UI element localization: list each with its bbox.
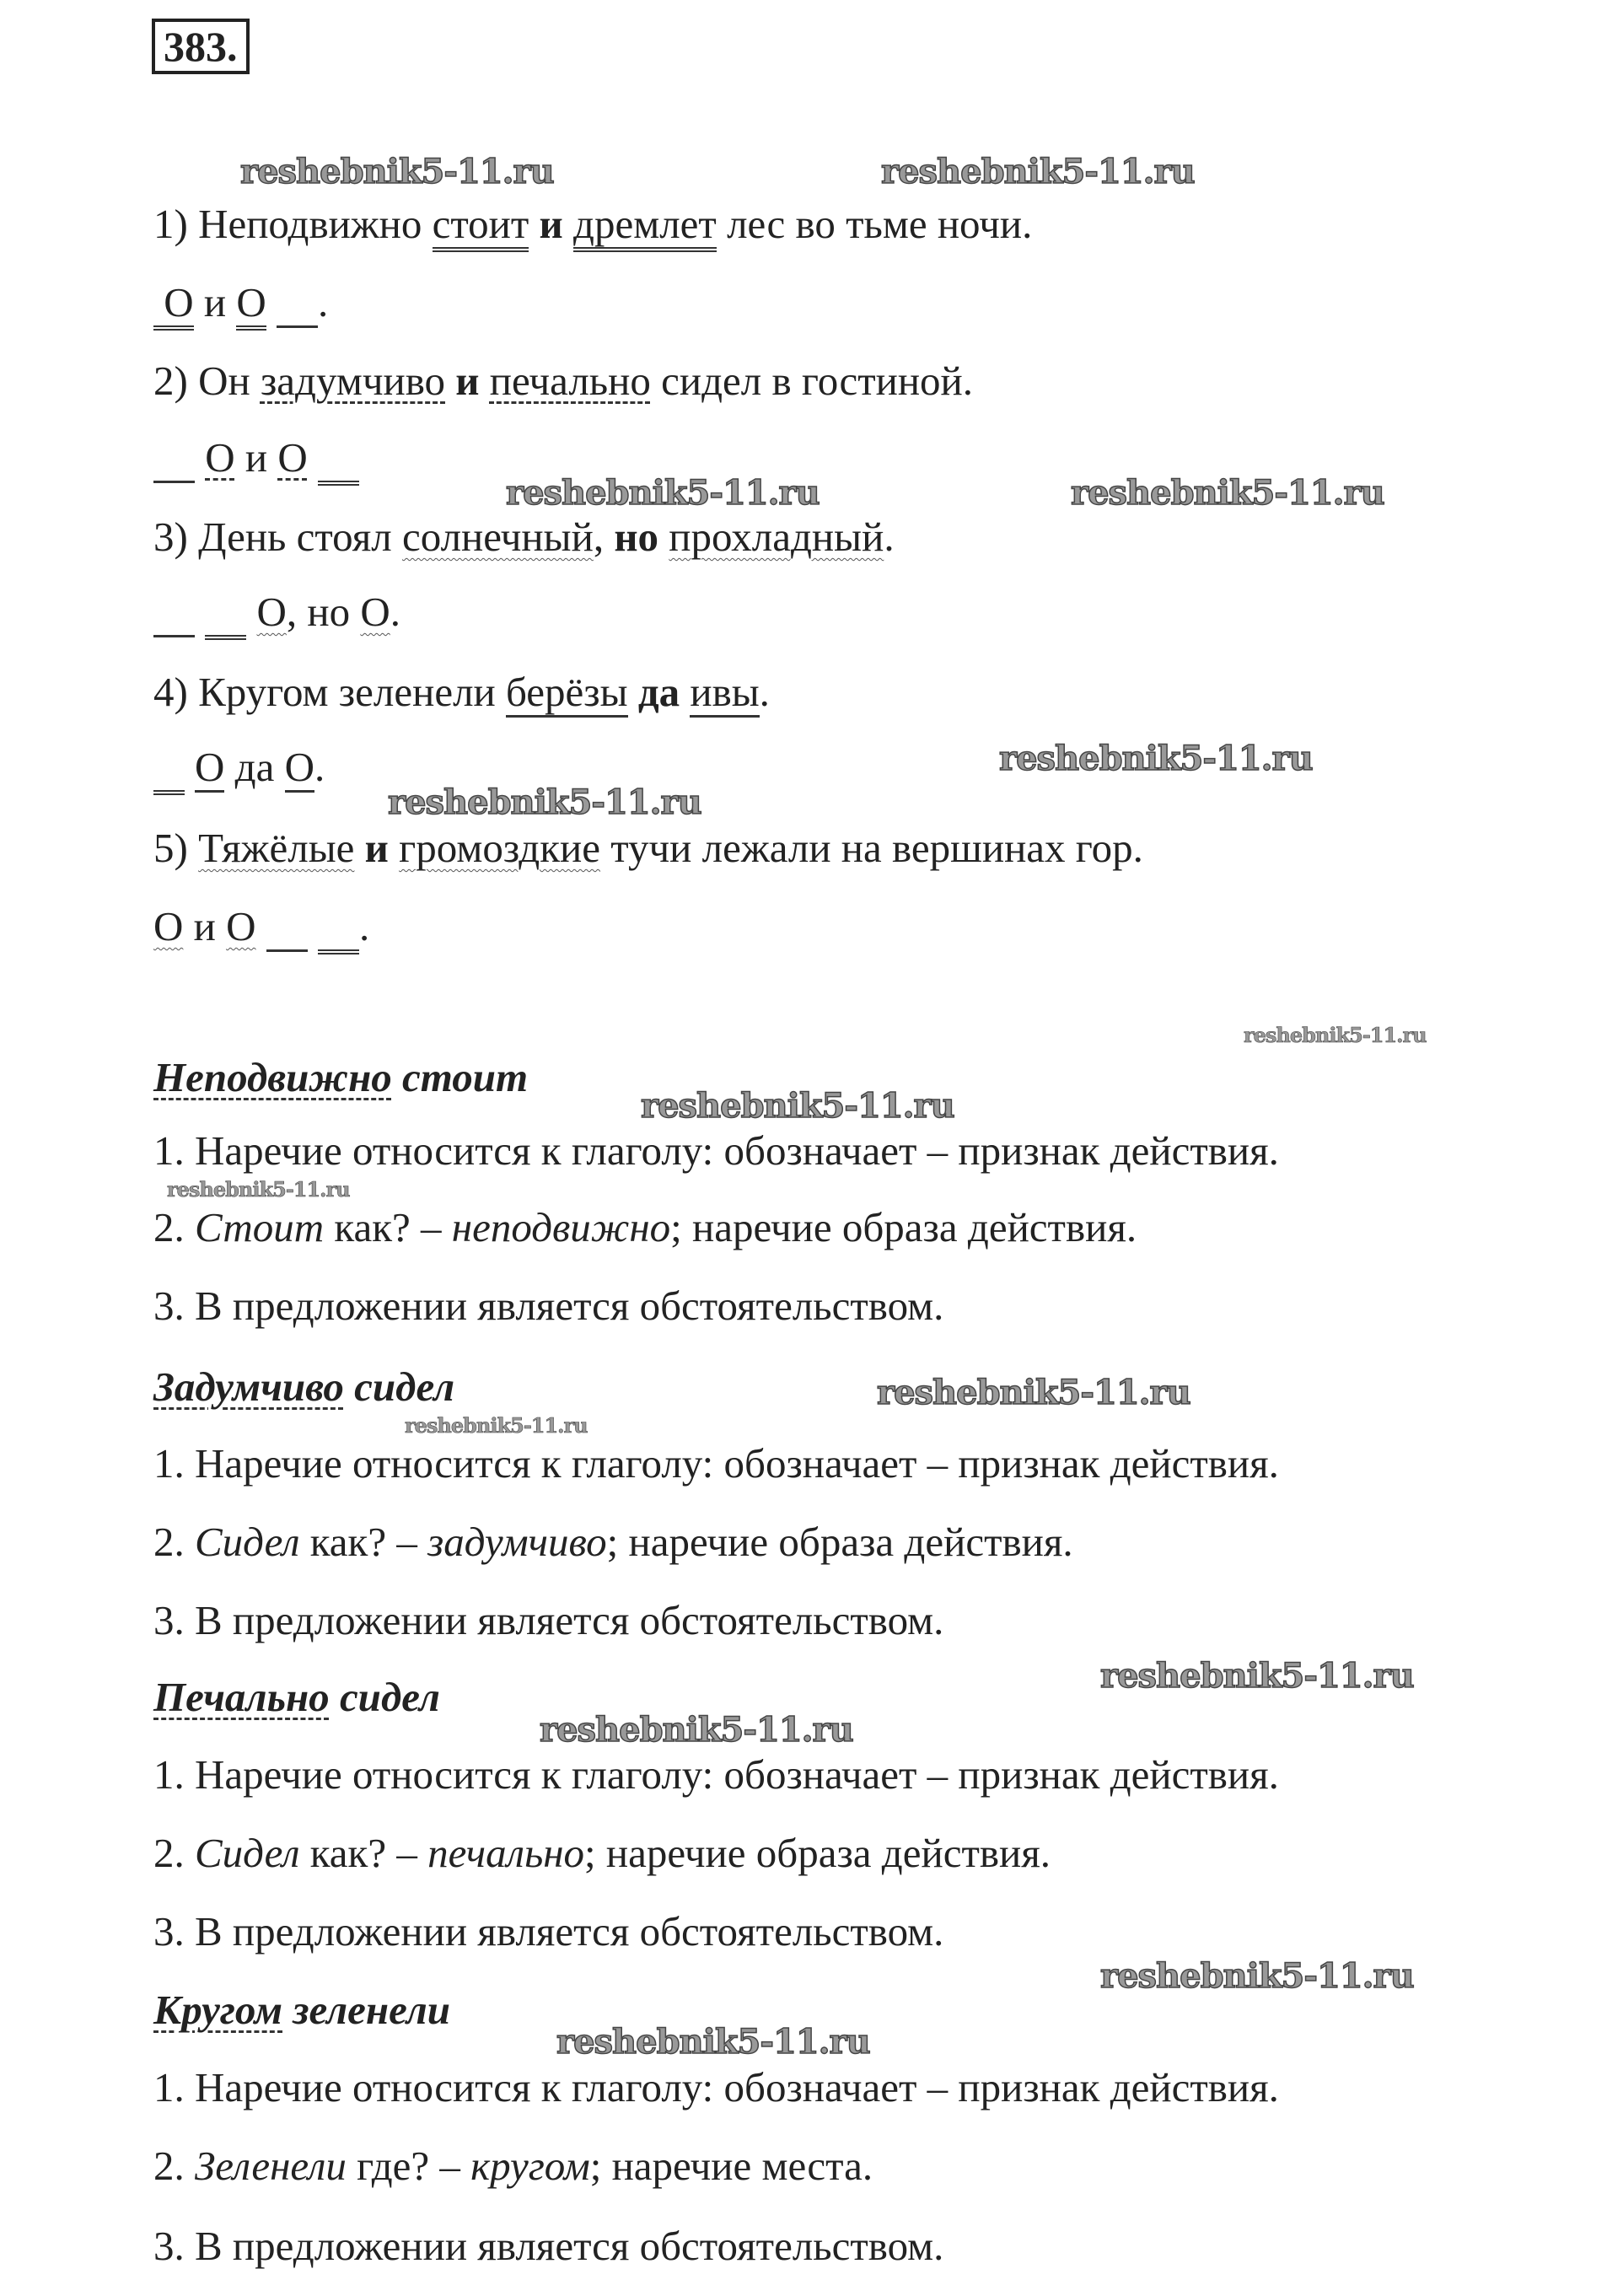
text-segment: ; наречие образа действия. (584, 1830, 1051, 1876)
text-segment: и (183, 903, 227, 949)
text-segment: 3. В предложении является обстоятельством. (153, 1597, 944, 1643)
watermark: reshebnik5-11.ru (877, 1373, 1190, 1412)
text-segment: . (759, 669, 770, 715)
text-line (153, 587, 400, 637)
watermark: reshebnik5-11.ru (1071, 473, 1384, 513)
underlined-word: О (277, 434, 308, 481)
text-line (153, 823, 1143, 874)
underlined-word: О (153, 279, 194, 331)
analysis-heading (153, 1052, 528, 1103)
underlined-word: громоздкие (399, 825, 601, 871)
text-segment: . (884, 514, 895, 560)
watermark: reshebnik5-11.ru (167, 1177, 350, 1202)
underlined-word: О (153, 903, 184, 949)
text-segment (185, 744, 195, 790)
text-segment: неподвижно (451, 1204, 671, 1250)
text-segment: . (390, 589, 401, 635)
text-segment: 4) Кругом зеленели (153, 669, 507, 715)
underlined-word: дремлет (573, 201, 717, 252)
text-segment: ; наречие места. (589, 2143, 873, 2189)
underlined-word: Печально (153, 1674, 330, 1720)
text-segment (266, 279, 277, 325)
text-segment: и (364, 825, 389, 871)
watermark: reshebnik5-11.ru (240, 152, 554, 191)
text-segment: как? – (324, 1204, 452, 1250)
underlined-word: О (236, 279, 266, 331)
text-segment: . (359, 903, 370, 949)
text-segment: 2. (153, 1519, 195, 1565)
text-line (153, 356, 973, 406)
text-segment: где? – (346, 2143, 471, 2189)
analysis-heading (153, 1672, 440, 1723)
watermark: reshebnik5-11.ru (1100, 1656, 1414, 1696)
underlined-word: берёзы (506, 669, 628, 718)
text-segment: сидел (329, 1674, 440, 1720)
underlined-word: О (256, 589, 287, 635)
underlined-word (153, 434, 195, 483)
text-segment: да (637, 669, 680, 715)
text-segment (354, 825, 364, 871)
underlined-word: Неподвижно (153, 1054, 392, 1100)
exercise-number: 383. (152, 19, 250, 74)
text-segment: да (224, 744, 285, 790)
text-segment (195, 434, 205, 481)
analysis-heading (153, 1362, 454, 1412)
watermark: reshebnik5-11.ru (506, 473, 820, 513)
text-segment (680, 669, 690, 715)
watermark: reshebnik5-11.ru (540, 1710, 853, 1750)
text-segment: , но (286, 589, 361, 635)
text-segment: 1) Неподвижно (153, 201, 433, 247)
text-segment: как? – (299, 1519, 428, 1565)
text-line (153, 1438, 1279, 1489)
text-segment: как? – (299, 1830, 428, 1876)
underlined-word: солнечный (401, 514, 594, 560)
text-segment (246, 589, 256, 635)
text-segment: кругом (470, 2143, 590, 2189)
watermark: reshebnik5-11.ru (641, 1086, 954, 1126)
watermark: reshebnik5-11.ru (556, 2022, 870, 2062)
text-segment: и (455, 358, 480, 404)
underlined-word: О (285, 744, 314, 793)
text-segment: 3. В предложении является обстоятельством. (153, 1908, 944, 1955)
text-segment (308, 903, 318, 949)
text-segment: 1. Наречие относится к глаголу: обозначает – признак действия. (153, 1751, 1279, 1798)
text-line (153, 1281, 943, 1331)
text-segment: 2) Он (153, 358, 261, 404)
text-segment: сидел (343, 1363, 455, 1410)
text-segment: 2. (153, 1204, 195, 1250)
text-line (153, 742, 325, 793)
underlined-word: прохладный (669, 514, 884, 560)
text-segment: Зеленели (195, 2143, 347, 2189)
text-segment (256, 903, 266, 949)
watermark: reshebnik5-11.ru (1100, 1956, 1414, 1996)
underlined-word: стоит (433, 201, 529, 252)
watermark: reshebnik5-11.ru (999, 739, 1313, 778)
underlined-word: О (195, 744, 224, 793)
text-line (153, 1126, 1279, 1176)
text-segment: зеленели (282, 1987, 451, 2033)
text-segment: 2. (153, 2143, 195, 2189)
text-segment (389, 825, 399, 871)
underlined-word: Задумчиво (153, 1363, 344, 1410)
text-segment: . (318, 279, 329, 325)
text-segment: . (314, 744, 325, 790)
underlined-word: Кругом (153, 1987, 283, 2033)
text-segment: Стоит (195, 1204, 325, 1250)
text-segment: стоит (391, 1054, 529, 1100)
text-segment: 1. Наречие относится к глаголу: обозначает – признак действия. (153, 2064, 1279, 2110)
text-line (153, 1906, 943, 1957)
analysis-heading (153, 1985, 450, 2035)
underlined-word: О (360, 589, 390, 635)
text-segment: Сидел (195, 1519, 300, 1565)
text-line (153, 901, 369, 952)
underlined-word (153, 589, 195, 637)
text-line (153, 199, 1032, 250)
text-line (153, 667, 770, 718)
watermark: reshebnik5-11.ru (405, 1413, 588, 1438)
underlined-word (277, 279, 318, 328)
underlined-word (318, 903, 359, 954)
text-segment (445, 358, 455, 404)
underlined-word: О (226, 903, 256, 949)
text-segment: и (234, 434, 278, 481)
text-segment: лес во тьме ночи. (716, 201, 1033, 247)
underlined-word: печально (489, 358, 651, 404)
text-segment: 1. Наречие относится к глаголу: обозначает – признак действия. (153, 1440, 1279, 1487)
text-segment: 3. В предложении является обстоятельством. (153, 1282, 944, 1329)
text-line (153, 1595, 943, 1646)
text-line (153, 1828, 1051, 1879)
text-line (153, 2062, 1279, 2113)
text-segment: 2. (153, 1830, 195, 1876)
text-segment (480, 358, 490, 404)
text-segment (308, 434, 318, 481)
text-line (153, 1202, 1137, 1253)
text-segment: и (193, 279, 237, 325)
underlined-word: ивы (690, 669, 759, 718)
text-segment: печально (427, 1830, 585, 1876)
text-segment: 5) (153, 825, 199, 871)
text-line (153, 433, 359, 483)
underlined-word (205, 589, 246, 640)
text-line (153, 1517, 1073, 1567)
underlined-word (266, 903, 308, 952)
text-segment: тучи лежали на вершинах гор. (600, 825, 1143, 871)
text-segment (529, 201, 539, 247)
text-segment: сидел в гостиной. (650, 358, 974, 404)
watermark: reshebnik5-11.ru (388, 782, 701, 822)
watermark: reshebnik5-11.ru (1244, 1023, 1427, 1047)
text-segment (658, 514, 669, 560)
text-line (153, 2221, 943, 2272)
text-segment: ; наречие образа действия. (606, 1519, 1073, 1565)
underlined-word: задумчиво (260, 358, 446, 404)
text-line (153, 1750, 1279, 1800)
text-segment: 3. В предложении является обстоятельством. (153, 2223, 944, 2269)
underlined-word: Тяжёлые (198, 825, 355, 871)
text-segment: задумчиво (427, 1519, 607, 1565)
text-line (153, 277, 328, 328)
text-segment: , (593, 514, 615, 560)
text-segment (628, 669, 638, 715)
text-segment (195, 589, 205, 635)
watermark: reshebnik5-11.ru (881, 152, 1195, 191)
text-segment: Сидел (195, 1830, 300, 1876)
text-segment (563, 201, 573, 247)
text-segment: 1. Наречие относится к глаголу: обозначает – признак действия. (153, 1127, 1279, 1174)
text-segment: и (539, 201, 563, 247)
text-segment: но (614, 514, 659, 560)
text-line (153, 512, 895, 562)
text-line (153, 2141, 873, 2191)
text-segment: 3) День стоял (153, 514, 402, 560)
underlined-word (318, 434, 359, 486)
underlined-word: О (205, 434, 235, 481)
underlined-word (153, 744, 185, 795)
text-segment: ; наречие образа действия. (670, 1204, 1137, 1250)
